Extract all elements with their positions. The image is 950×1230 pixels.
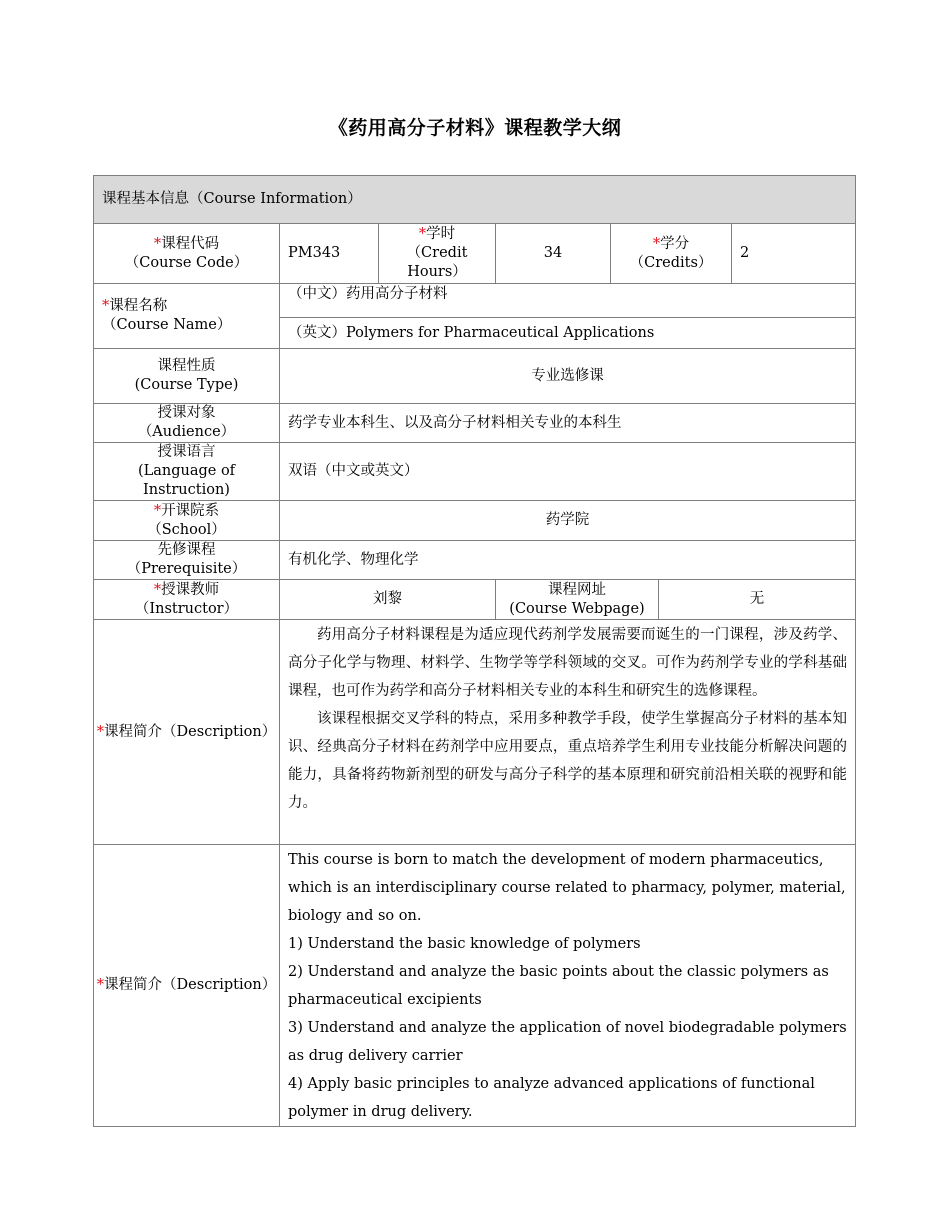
course-name-row-cn — [94, 284, 856, 318]
section-header: 课程基本信息（Course Information） — [94, 176, 856, 224]
table-header-row — [94, 176, 856, 224]
instructor-value: 刘黎 — [280, 580, 496, 620]
description-en-label-cell — [94, 845, 280, 1127]
webpage-label-cell — [496, 580, 659, 620]
description-cn-paragraph-1: 药用高分子材料课程是为适应现代药剂学发展需要而诞生的一门课程，涉及药学、高分子化学与物理、材料学、生物学等学科领域的交叉。可作为药剂学专业的学科基础课程，也可作为药学和高分子材料相关专业的本科生和研究生的选修课程。 — [288, 627, 848, 699]
audience-label-en: （Audience） — [137, 424, 236, 440]
description-cn-label-cell — [94, 620, 280, 845]
course-name-label: 课程名称 — [109, 298, 168, 314]
description-en-row — [94, 845, 856, 1127]
required-marker: * — [96, 977, 105, 993]
description-en-intro: This course is born to match the development of modern pharmaceutics, which is an interdisciplinary course related to pharmacy, polymer, material, biology and so on. — [288, 852, 846, 924]
hours-label-en-2: Hours） — [407, 264, 467, 280]
description-cn-row — [94, 620, 856, 845]
credits-value: 2 — [732, 224, 856, 284]
webpage-label-en: (Course Webpage) — [509, 600, 645, 617]
course-code-label-en: （Course Code） — [124, 254, 249, 271]
description-en-label: 课程简介（Description） — [104, 977, 277, 993]
required-marker: * — [418, 226, 427, 242]
language-label-en: (Language of Instruction) — [137, 463, 236, 498]
course-type-label: 课程性质 — [157, 358, 216, 374]
hours-label-en-1: （Credit — [406, 245, 468, 261]
required-marker: * — [153, 235, 162, 252]
audience-label: 授课对象 — [157, 405, 216, 421]
description-en-item-4: 4) Apply basic principles to analyze advanced applications of functional polymer in drug delivery. — [288, 1076, 815, 1120]
language-row — [94, 443, 856, 501]
prerequisite-label: 先修课程 — [157, 542, 216, 558]
course-type-label-cell — [94, 349, 280, 404]
required-marker: * — [153, 502, 162, 519]
audience-label-cell — [94, 404, 280, 443]
webpage-value: 无 — [659, 580, 856, 620]
instructor-row — [94, 580, 856, 620]
credits-label: 学分 — [660, 235, 690, 252]
course-name-cn: （中文）药用高分子材料 — [280, 284, 856, 318]
language-value: 双语（中文或英文） — [280, 443, 856, 501]
page-title: 《药用高分子材料》课程教学大纲 — [328, 117, 622, 139]
description-en-item-3: 3) Understand and analyze the application of novel biodegradable polymers as drug delivery carrier — [288, 1020, 847, 1064]
school-label-en: （School） — [147, 521, 226, 538]
webpage-label: 课程网址 — [548, 581, 606, 598]
required-marker: * — [652, 235, 661, 252]
description-cn-content — [280, 620, 856, 845]
school-label-cell — [94, 501, 280, 541]
course-name-label-en: （Course Name） — [102, 317, 232, 333]
required-marker: * — [102, 298, 110, 314]
description-cn-label: 课程简介（Description） — [104, 723, 277, 740]
prerequisite-row — [94, 541, 856, 580]
hours-label-cell — [379, 224, 496, 284]
prerequisite-value: 有机化学、物理化学 — [280, 541, 856, 580]
description-en-content — [280, 845, 856, 1127]
course-name-label-cell — [94, 284, 280, 349]
instructor-label-en: （Instructor） — [134, 600, 239, 617]
course-type-label-en: (Course Type) — [134, 377, 239, 393]
credits-label-en: （Credits） — [629, 254, 713, 271]
prerequisite-label-en: （Prerequisite） — [126, 561, 247, 577]
description-cn-paragraph-2: 该课程根据交叉学科的特点，采用多种教学手段，使学生掌握高分子材料的基本知识、经典高分子材料在药剂学中应用要点，重点培养学生利用专业技能分析解决问题的能力，具备将药物新剂型的研发与高分子科学的基本原理和研究前沿相关联的视野和能力。 — [288, 711, 848, 811]
school-label: 开课院系 — [161, 502, 220, 519]
description-en-item-1: 1) Understand the basic knowledge of polymers — [288, 936, 641, 952]
syllabus-table — [93, 175, 856, 1127]
audience-row — [94, 404, 856, 443]
prerequisite-label-cell — [94, 541, 280, 580]
course-type-value: 专业选修课 — [280, 349, 856, 404]
language-label-cell — [94, 443, 280, 501]
instructor-label-cell — [94, 580, 280, 620]
instructor-label: 授课教师 — [161, 581, 220, 598]
course-name-en: （英文）Polymers for Pharmaceutical Applications — [280, 318, 856, 349]
hours-label: 学时 — [426, 226, 456, 242]
required-marker: * — [153, 581, 162, 598]
required-marker: * — [96, 723, 105, 740]
school-row — [94, 501, 856, 541]
course-code-row — [94, 224, 856, 284]
description-en-item-2: 2) Understand and analyze the basic points about the classic polymers as pharmaceutical excipients — [288, 964, 829, 1008]
hours-value: 34 — [496, 224, 611, 284]
credits-label-cell — [611, 224, 732, 284]
language-label: 授课语言 — [157, 444, 216, 460]
course-type-row — [94, 349, 856, 404]
course-code-label: 课程代码 — [161, 235, 220, 252]
school-value: 药学院 — [280, 501, 856, 541]
audience-value: 药学专业本科生、以及高分子材料相关专业的本科生 — [280, 404, 856, 443]
course-code-value: PM343 — [280, 224, 379, 284]
course-code-label-cell — [94, 224, 280, 284]
